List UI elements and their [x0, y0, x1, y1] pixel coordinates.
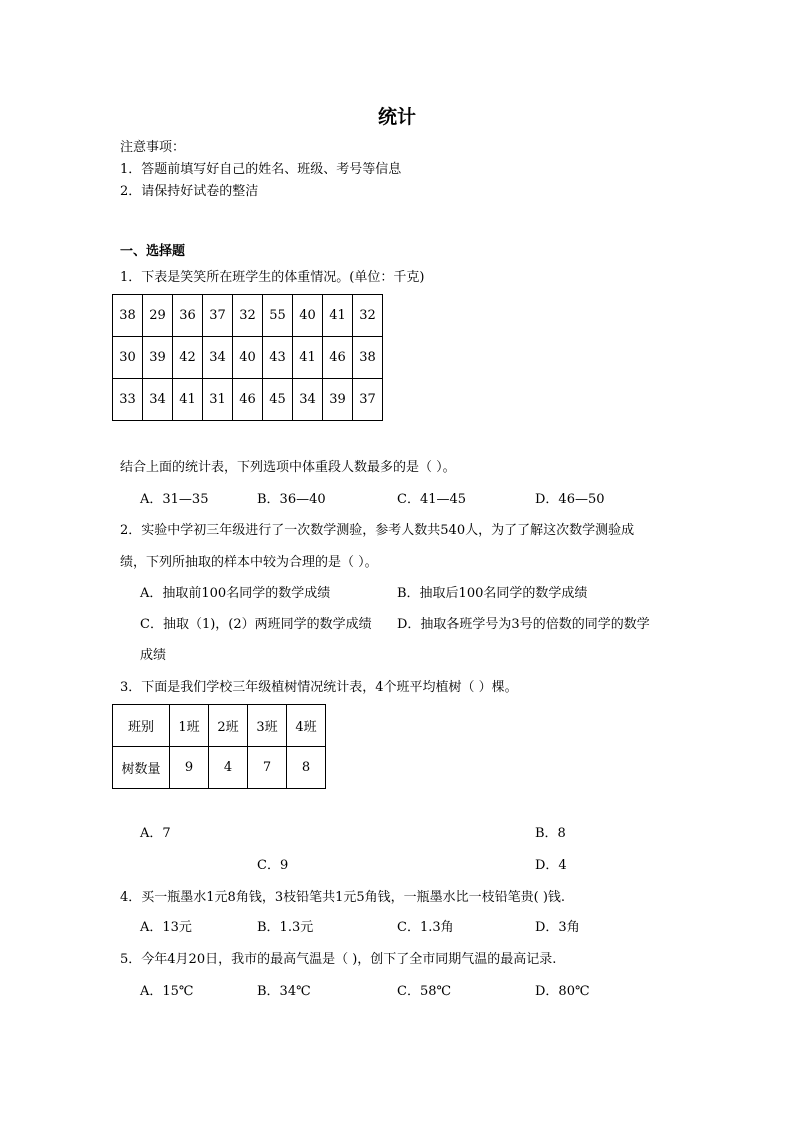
table-cell: 46	[323, 337, 353, 379]
weight-table	[112, 294, 383, 421]
table-cell: 41	[173, 379, 203, 421]
table-cell: 41	[323, 295, 353, 337]
question-3-stem: 3．下面是我们学校三年级植树情况统计表，4个班平均植树（ ）棵。	[120, 680, 518, 695]
table-cell: 38	[113, 295, 143, 337]
option-d[interactable]: D．3角	[535, 920, 580, 935]
table-cell: 4	[209, 747, 248, 789]
table-cell: 32	[353, 295, 383, 337]
tree-table	[112, 704, 326, 789]
table-cell: 40	[233, 337, 263, 379]
option-b[interactable]: B．8	[535, 826, 566, 841]
notice-item: 1．答题前填写好自己的姓名、班级、考号等信息	[120, 162, 402, 177]
table-cell: 55	[263, 295, 293, 337]
option-a[interactable]: A．抽取前100名同学的数学成绩	[140, 586, 331, 601]
table-cell: 39	[323, 379, 353, 421]
table-row	[113, 705, 326, 747]
table-cell: 43	[263, 337, 293, 379]
section-title: 一、选择题	[120, 244, 186, 259]
option-a[interactable]: A．7	[140, 826, 171, 841]
table-cell: 30	[113, 337, 143, 379]
question-4-stem: 4．买一瓶墨水1元8角钱，3枝铅笔共1元5角钱，一瓶墨水比一枝铅笔贵( )钱.	[120, 890, 566, 905]
table-row	[113, 747, 326, 789]
table-cell: 38	[353, 337, 383, 379]
table-cell: 37	[203, 295, 233, 337]
table-cell: 33	[113, 379, 143, 421]
option-c[interactable]: C．抽取（1)，(2）两班同学的数学成绩	[140, 617, 372, 632]
option-a[interactable]: A．15℃	[140, 984, 194, 999]
option-d[interactable]: D．抽取各班学号为3号的倍数的同学的数学	[397, 617, 650, 632]
option-b[interactable]: B．36—40	[257, 492, 326, 507]
table-row	[113, 295, 383, 337]
table-cell: 7	[248, 747, 287, 789]
option-c[interactable]: C．41—45	[397, 492, 467, 507]
page-title: 统计	[377, 106, 416, 128]
table-header-cell: 2班	[209, 705, 248, 747]
question-2-stem-line: 2．实验中学初三年级进行了一次数学测验，参考人数共540人，为了了解这次数学测验成	[120, 523, 635, 538]
table-cell: 46	[233, 379, 263, 421]
table-cell: 31	[203, 379, 233, 421]
option-b[interactable]: B．34℃	[257, 984, 311, 999]
option-d[interactable]: D．4	[535, 858, 567, 873]
table-row	[113, 379, 383, 421]
option-a[interactable]: A．13元	[140, 920, 192, 935]
option-d-continued: 成绩	[140, 648, 167, 663]
option-a[interactable]: A．31—35	[140, 492, 209, 507]
table-cell: 34	[293, 379, 323, 421]
notice-item: 2．请保持好试卷的整洁	[120, 184, 259, 199]
table-cell: 41	[293, 337, 323, 379]
option-c[interactable]: C．9	[257, 858, 289, 873]
table-cell: 9	[170, 747, 209, 789]
table-cell: 34	[203, 337, 233, 379]
table-cell: 36	[173, 295, 203, 337]
option-d[interactable]: D．80℃	[535, 984, 590, 999]
table-header-cell: 班别	[113, 705, 170, 747]
table-cell: 40	[293, 295, 323, 337]
table-cell: 29	[143, 295, 173, 337]
notice-heading: 注意事项：	[120, 140, 186, 155]
table-header-cell: 4班	[287, 705, 326, 747]
table-cell: 32	[233, 295, 263, 337]
question-5-stem: 5．今年4月20日，我市的最高气温是（ )，创下了全市同期气温的最高记录.	[120, 952, 557, 967]
option-d[interactable]: D．46—50	[535, 492, 605, 507]
table-cell: 42	[173, 337, 203, 379]
option-b[interactable]: B．1.3元	[257, 920, 314, 935]
option-c[interactable]: C．58℃	[397, 984, 452, 999]
table-cell: 8	[287, 747, 326, 789]
table-header-cell: 3班	[248, 705, 287, 747]
option-c[interactable]: C．1.3角	[397, 920, 454, 935]
table-cell: 45	[263, 379, 293, 421]
table-cell: 37	[353, 379, 383, 421]
table-header-cell: 1班	[170, 705, 209, 747]
question-2-stem-line: 绩，下列所抽取的样本中较为合理的是（ ）。	[120, 555, 378, 570]
question-1-stem: 1．下表是笑笑所在班学生的体重情况。(单位：千克)	[120, 270, 425, 285]
table-row	[113, 337, 383, 379]
table-cell: 39	[143, 337, 173, 379]
option-b[interactable]: B．抽取后100名同学的数学成绩	[397, 586, 588, 601]
question-1-prompt: 结合上面的统计表，下列选项中体重段人数最多的是（ ）。	[120, 460, 456, 475]
table-cell: 34	[143, 379, 173, 421]
table-cell: 树数量	[113, 747, 170, 789]
